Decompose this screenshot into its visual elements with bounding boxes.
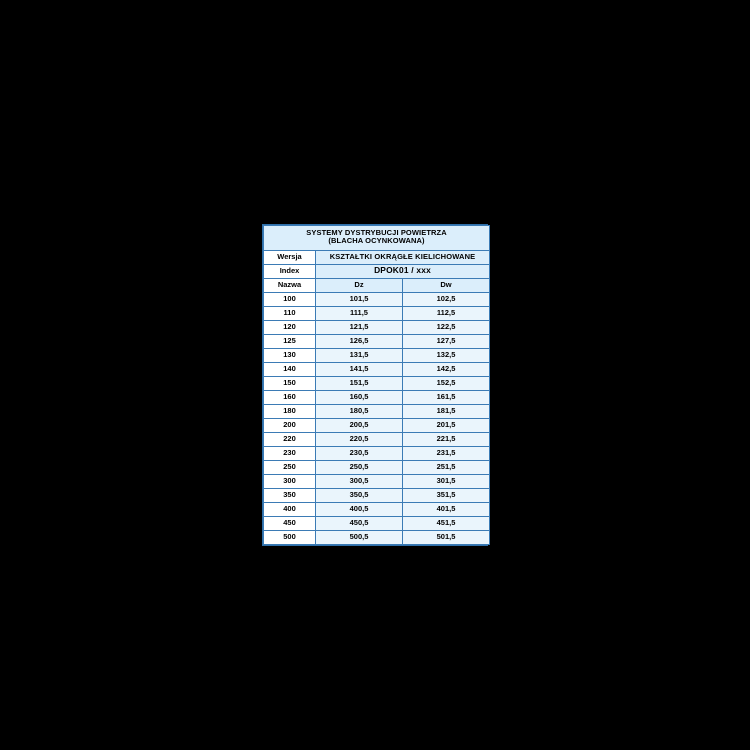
version-row [264,250,490,264]
column-header-nazwa: Nazwa [264,278,316,292]
cell-dw: 142,5 [403,362,490,376]
table-row [264,474,490,488]
cell-dw: 161,5 [403,390,490,404]
cell-dz: 200,5 [316,418,403,432]
table-row [264,334,490,348]
cell-dw: 152,5 [403,376,490,390]
cell-dw: 351,5 [403,488,490,502]
column-header-dw: Dw [403,278,490,292]
cell-dz: 400,5 [316,502,403,516]
cell-dw: 501,5 [403,530,490,544]
table-row [264,460,490,474]
index-value: DPOK01 / xxx [316,264,490,278]
table-row [264,446,490,460]
cell-dw: 401,5 [403,502,490,516]
cell-nazwa: 200 [264,418,316,432]
cell-dz: 160,5 [316,390,403,404]
column-header-dz: Dz [316,278,403,292]
cell-dw: 127,5 [403,334,490,348]
cell-nazwa: 130 [264,348,316,362]
cell-dz: 151,5 [316,376,403,390]
cell-nazwa: 300 [264,474,316,488]
cell-dz: 500,5 [316,530,403,544]
cell-nazwa: 250 [264,460,316,474]
index-row [264,264,490,278]
cell-dz: 230,5 [316,446,403,460]
cell-nazwa: 150 [264,376,316,390]
cell-nazwa: 160 [264,390,316,404]
card-title [264,226,490,251]
cell-dz: 350,5 [316,488,403,502]
specification-table [263,225,490,545]
table-row [264,320,490,334]
table-row [264,404,490,418]
cell-dz: 300,5 [316,474,403,488]
title-row [264,226,490,251]
table-row [264,530,490,544]
column-header-row [264,278,490,292]
cell-dw: 201,5 [403,418,490,432]
cell-nazwa: 125 [264,334,316,348]
cell-dw: 132,5 [403,348,490,362]
table-row [264,418,490,432]
cell-nazwa: 180 [264,404,316,418]
cell-nazwa: 120 [264,320,316,334]
table-row [264,348,490,362]
version-label: Wersja [264,250,316,264]
cell-dw: 102,5 [403,292,490,306]
cell-dz: 101,5 [316,292,403,306]
cell-dw: 112,5 [403,306,490,320]
table-row [264,432,490,446]
card-title-line1: SYSTEMY DYSTRYBUCJI POWIETRZA [306,228,447,237]
index-label: Index [264,264,316,278]
cell-nazwa: 110 [264,306,316,320]
cell-nazwa: 140 [264,362,316,376]
cell-dw: 231,5 [403,446,490,460]
cell-dz: 131,5 [316,348,403,362]
cell-dz: 126,5 [316,334,403,348]
table-row [264,516,490,530]
cell-dw: 122,5 [403,320,490,334]
table-row [264,502,490,516]
cell-nazwa: 220 [264,432,316,446]
cell-dz: 450,5 [316,516,403,530]
version-value: KSZTAŁTKI OKRĄGŁE KIELICHOWANE [316,250,490,264]
specification-card [262,224,488,546]
cell-nazwa: 230 [264,446,316,460]
card-title-line2: (BLACHA OCYNKOWANA) [328,236,425,246]
cell-dz: 141,5 [316,362,403,376]
cell-dw: 301,5 [403,474,490,488]
cell-dz: 180,5 [316,404,403,418]
cell-dw: 221,5 [403,432,490,446]
cell-dz: 111,5 [316,306,403,320]
cell-nazwa: 400 [264,502,316,516]
table-row [264,390,490,404]
cell-dw: 451,5 [403,516,490,530]
table-row [264,376,490,390]
cell-dw: 251,5 [403,460,490,474]
cell-dz: 220,5 [316,432,403,446]
cell-nazwa: 450 [264,516,316,530]
cell-nazwa: 100 [264,292,316,306]
table-row [264,292,490,306]
table-row [264,488,490,502]
table-row [264,362,490,376]
cell-nazwa: 350 [264,488,316,502]
table-row [264,306,490,320]
cell-dz: 121,5 [316,320,403,334]
cell-nazwa: 500 [264,530,316,544]
cell-dw: 181,5 [403,404,490,418]
cell-dz: 250,5 [316,460,403,474]
